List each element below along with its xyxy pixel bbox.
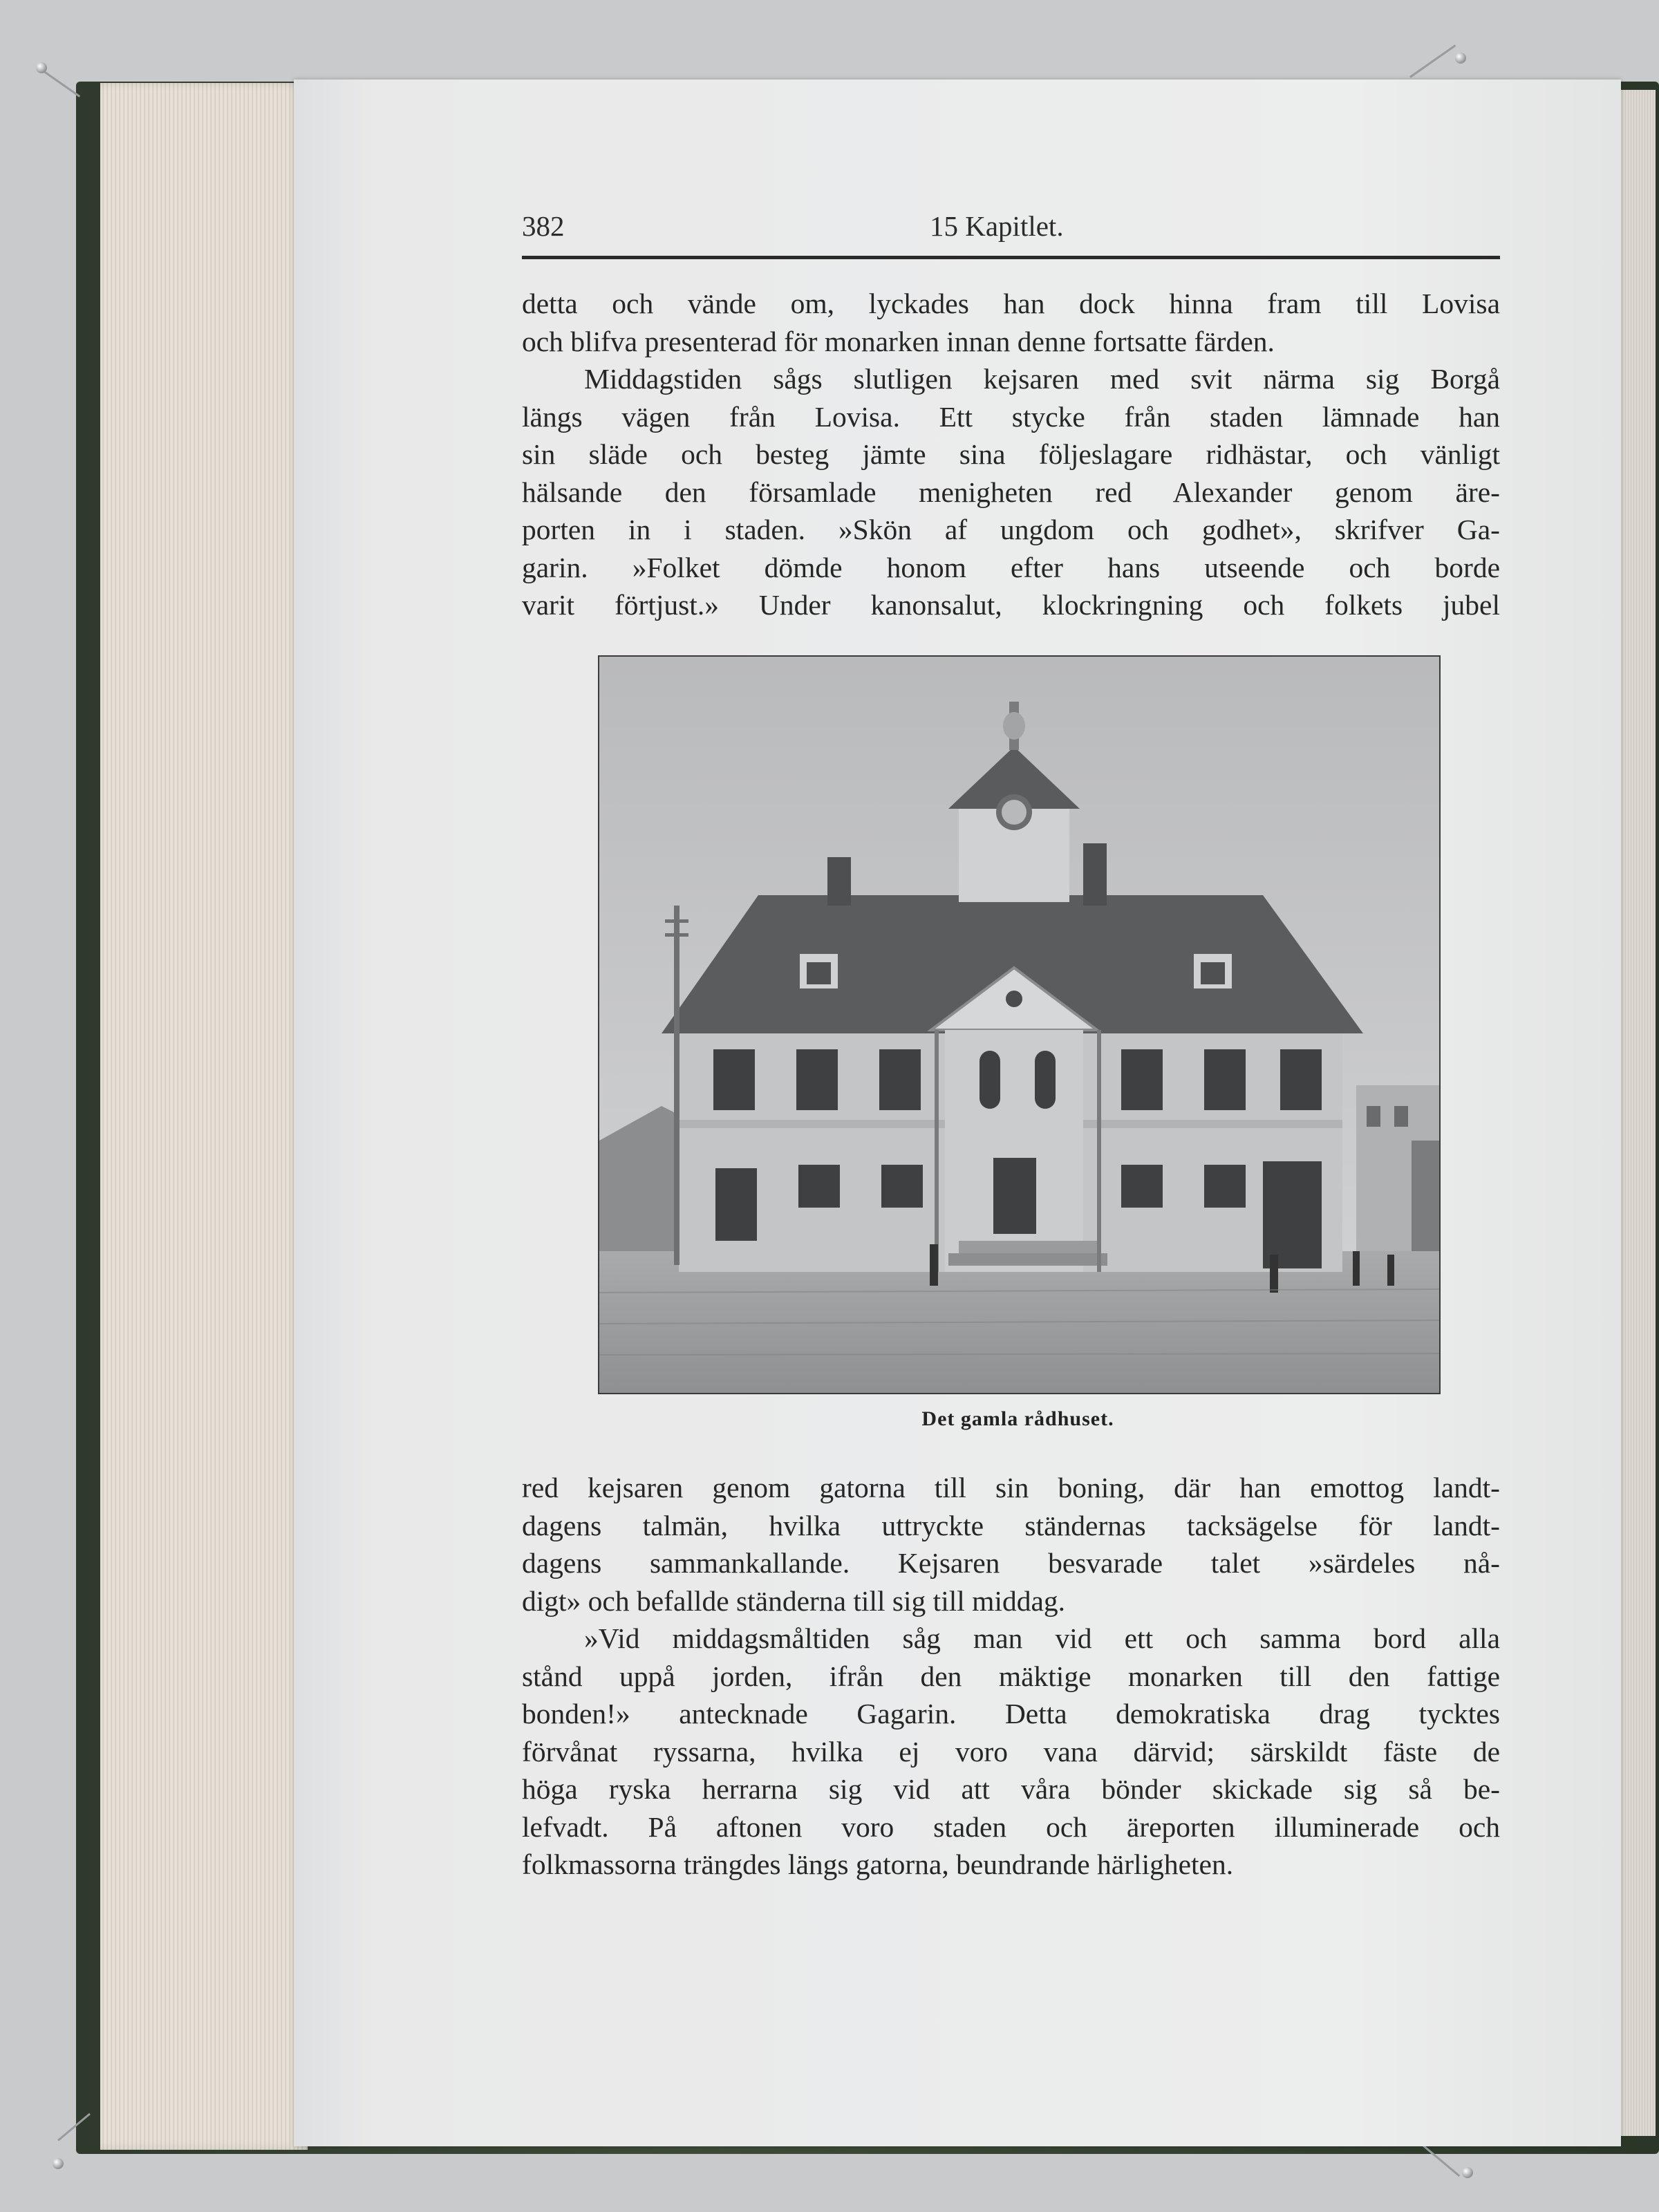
page-block-right-edge (1618, 90, 1656, 2136)
text-line: digt» och befallde ständerna till sig till middag. (522, 1584, 1066, 1617)
body-text-top (522, 285, 1500, 624)
text-line: garin. »Folket dömde honom efter hans utseende och borde (522, 551, 1500, 583)
mount-pin (1462, 2167, 1473, 2178)
text-line: porten in i staden. »Skön af ungdom och godhet», skrifver Ga- (522, 514, 1500, 545)
running-header (522, 209, 1500, 251)
text-line: lefvadt. På aftonen voro staden och äreporten illuminerade och (522, 1810, 1500, 1843)
text-line: folkmassorna trängdes längs gatorna, beundrande härligheten. (522, 1848, 1234, 1880)
mount-pin (36, 62, 47, 73)
town-hall-illustration (599, 657, 1439, 1393)
mount-pin (1455, 53, 1466, 64)
text-line: längs vägen från Lovisa. Ett stycke från staden lämnade han (522, 400, 1500, 433)
text-line: dagens talmän, hvilka uttryckte ständernas tacksägelse för landt- (522, 1509, 1500, 1541)
figure-caption: Det gamla rådhuset. (921, 1407, 1114, 1430)
text-line: bonden!» antecknade Gagarin. Detta demokratiska drag tycktes (522, 1698, 1500, 1730)
header-rule (522, 256, 1500, 259)
text-line: detta och vände om, lyckades han dock hinna fram till Lovisa (522, 288, 1500, 319)
mount-pin-needle (1409, 44, 1456, 77)
text-line: stånd uppå jorden, ifrån den mäktige monarken till den fattige (522, 1660, 1500, 1692)
text-line: förvånat ryssarna, hvilka ej voro vana därvid; särskildt fäste de (522, 1735, 1500, 1768)
body-text-bottom (522, 1469, 1500, 1884)
text-line: och blifva presenterad för monarken innan denne fortsatte färden. (522, 325, 1275, 357)
text-line: hälsande den församlade menigheten red Alexander genom äre- (522, 476, 1500, 508)
text-line: Middagstiden sågs slutligen kejsaren med svit närma sig Borgå (584, 363, 1500, 395)
mount-pin (53, 2158, 64, 2169)
text-line: höga ryska herrarna sig vid att våra bönder skickade sig så be- (522, 1773, 1500, 1805)
town-hall-photo (598, 655, 1441, 1394)
text-line: varit förtjust.» Under kanonsalut, klockringning och folkets jubel (522, 589, 1500, 621)
mount-pin-needle (39, 68, 80, 97)
text-line: red kejsaren genom gatorna till sin boning, där han emottog landt- (522, 1472, 1500, 1503)
text-line: sin släde och besteg jämte sina följeslagare ridhästar, och vänligt (522, 438, 1500, 470)
text-line: »Vid middagsmåltiden såg man vid ett och samma bord alla (584, 1622, 1500, 1654)
page-block-edges (100, 83, 308, 2150)
text-line: dagens sammankallande. Kejsaren besvarade talet »särdeles nå- (522, 1547, 1500, 1579)
page-number: 382 (522, 210, 565, 242)
chapter-title: 15 Kapitlet. (930, 210, 1064, 242)
